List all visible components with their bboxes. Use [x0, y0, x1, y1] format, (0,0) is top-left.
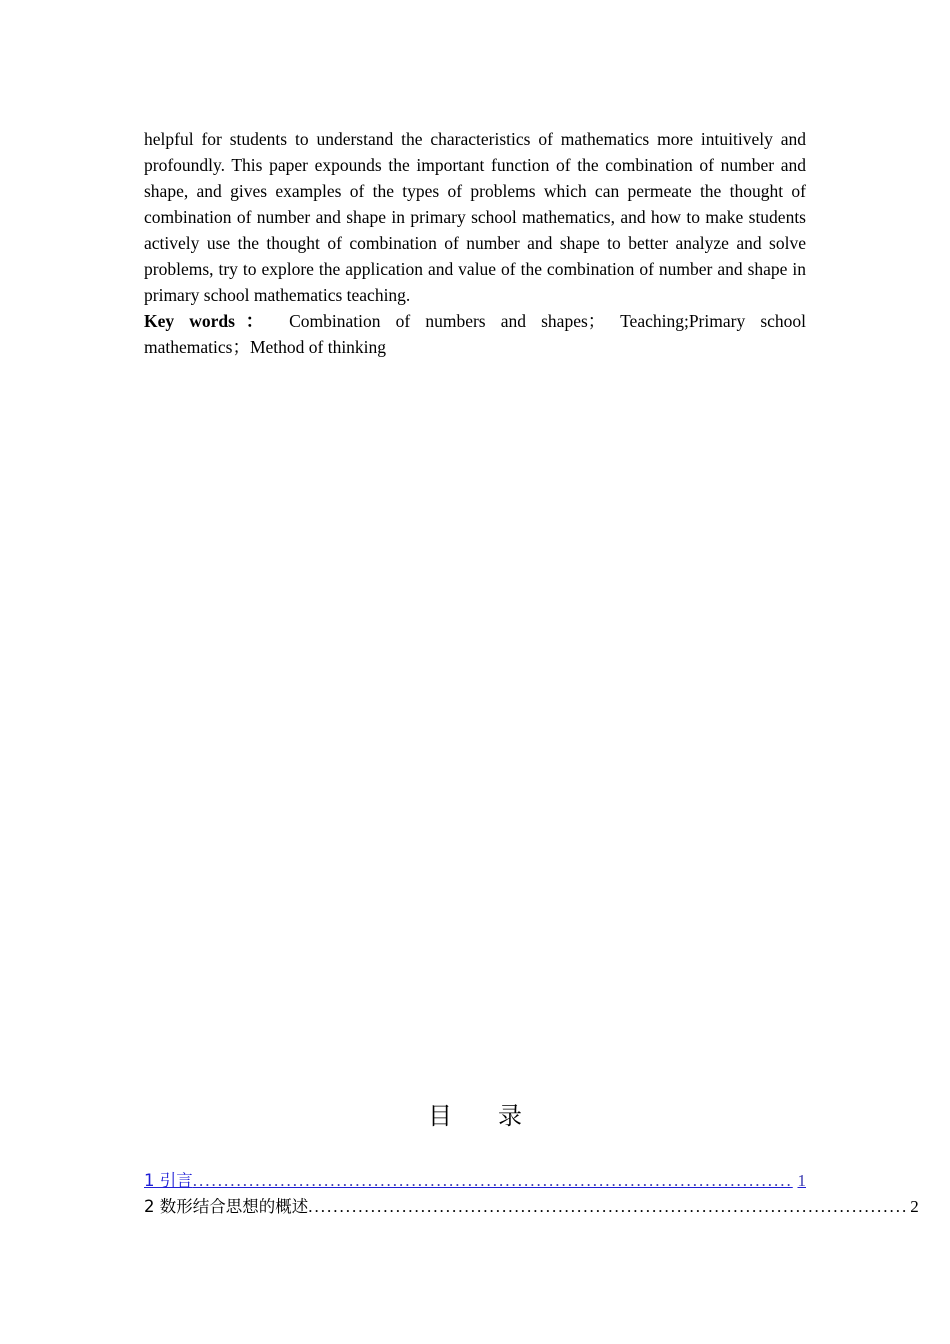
- keywords-label: Key words：: [144, 311, 274, 331]
- toc-title-char-2: 录: [498, 1102, 522, 1130]
- keywords-text: Combination of numbers and shapes； Teaching;Primary school mathematics；Method of thinking: [144, 311, 807, 357]
- toc-dot-leader: ................................................................................................: [192, 1171, 793, 1190]
- abstract-body: helpful for students to understand the characteristics of mathematics more intuitively and profoundly. This paper expounds the important function of the combination of number and shape, and gives examples of the types of problems which can permeate the thought of combination of number and shape in primary school mathematics, and how to make students actively use the thought of combination of number and shape to better analyze and solve problems, try to explore the application and value of the combination of number and shape in primary school mathematics teaching.: [144, 129, 806, 305]
- toc-page-number[interactable]: 1: [797, 1171, 806, 1190]
- toc-title: [0, 1100, 950, 1132]
- toc-entry-overview[interactable]: [144, 1194, 919, 1220]
- toc-title-char-1: 目: [428, 1102, 452, 1130]
- toc-dot-leader: ................................................................................................: [308, 1197, 909, 1216]
- keywords-line: [144, 308, 806, 360]
- abstract-section: [144, 126, 806, 360]
- table-of-contents: [144, 1168, 919, 1220]
- toc-entry-label[interactable]: 1 引言: [144, 1171, 193, 1190]
- toc-page-number[interactable]: 2: [910, 1197, 919, 1216]
- toc-entry-label[interactable]: 2 数形结合思想的概述: [144, 1197, 309, 1216]
- toc-entry-introduction[interactable]: [144, 1168, 806, 1194]
